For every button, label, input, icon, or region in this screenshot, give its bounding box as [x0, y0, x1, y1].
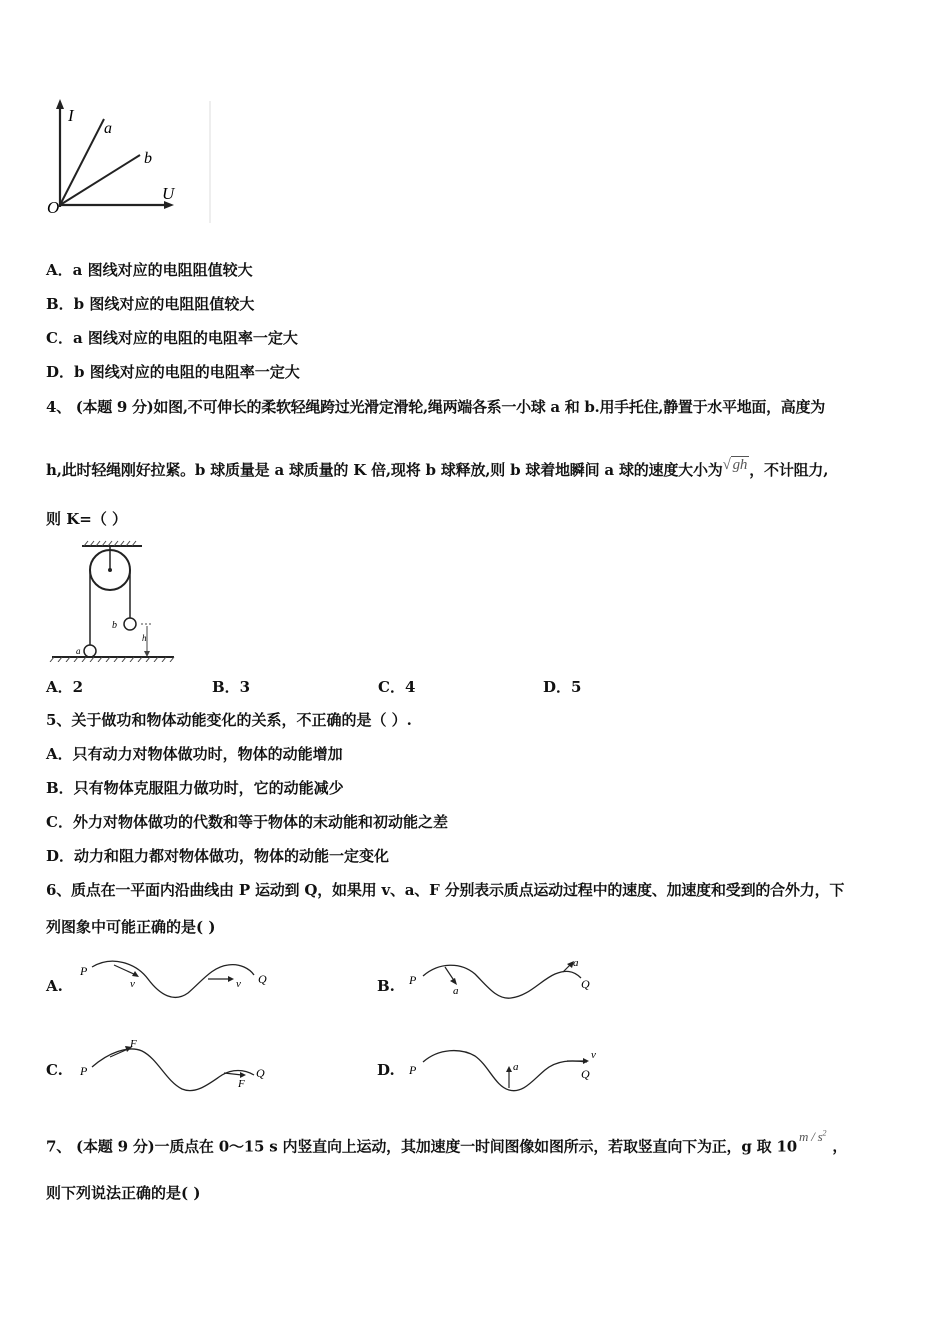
q4-sqrt-expr: gh — [732, 457, 748, 473]
point-p-a: P — [80, 964, 88, 978]
q6-label-b: B. — [377, 977, 395, 995]
q3-option-d: D．b 图线对应的电阻的电阻率一定大 — [46, 363, 300, 381]
point-q-b: Q — [581, 977, 590, 991]
height-label: h — [142, 633, 147, 643]
ball-b — [124, 618, 136, 630]
line-b-label: b — [144, 150, 152, 167]
a-label-b1: a — [453, 985, 459, 997]
origin-label: O — [47, 198, 60, 217]
v-label-a1: v — [130, 978, 135, 990]
v-label-a2: v — [236, 978, 241, 990]
q6-figure-b — [405, 952, 605, 1007]
q6-stem-line1: 6、质点在一平面内沿曲线由 P 运动到 Q，如果用 v、a、F 分别表示质点运动过程中的速度、加速度和受到的合外力，下 — [46, 881, 845, 899]
q5-option-d: D．动力和阻力都对物体做功，物体的动能一定变化 — [46, 847, 390, 865]
q5-option-a: A．只有动力对物体做功时，物体的动能增加 — [46, 745, 343, 763]
q5-option-b: B．只有物体克服阻力做功时，它的动能减少 — [46, 779, 344, 797]
i-axis-label: I — [68, 106, 74, 125]
curve-c — [92, 1049, 254, 1091]
a-label-d: a — [513, 1061, 519, 1073]
curve-d — [423, 1051, 587, 1091]
point-p-b: P — [409, 973, 417, 987]
q6-figure-c — [78, 1035, 278, 1097]
velocity-arrowhead-a2 — [228, 976, 234, 982]
q4-option-b: B．3 — [212, 678, 251, 696]
q6-label-a: A. — [46, 977, 63, 995]
pulley-figure — [48, 540, 178, 662]
q4-option-d: D．5 — [543, 678, 582, 696]
q4-stem-line2-text: h,此时轻绳刚好拉紧。b 球质量是 a 球质量的 K 倍,现将 b 球释放,则 b 球着地瞬间 a 球的速度大小为 — [46, 461, 723, 479]
ball-a-label: a — [76, 646, 81, 656]
q4-sqrt-gh: √ gh — [722, 457, 748, 473]
accel-arrowhead-d — [506, 1066, 512, 1072]
q6-figure-d — [405, 1040, 605, 1098]
q6-label-d: D. — [377, 1061, 395, 1079]
v-label-d: v — [591, 1049, 596, 1061]
q6-figure-a — [78, 955, 278, 1007]
point-p-d: P — [409, 1063, 417, 1077]
iu-graph-figure — [40, 95, 220, 225]
q6-stem-line2: 列图象中可能正确的是( ) — [46, 918, 216, 936]
q7-unit-text: m / s — [798, 1129, 823, 1145]
f-label-c2: F — [238, 1078, 245, 1090]
a-label-b2: a — [573, 957, 579, 969]
point-p-c: P — [80, 1064, 88, 1078]
point-q-d: Q — [581, 1067, 590, 1081]
q4-stem-line1: 4、 (本题 9 分)如图,不可伸长的柔软轻绳跨过光滑定滑轮,绳两端各系一小球 a 和 b.用手托住,静置于水平地面，高度为 — [46, 398, 825, 416]
q4-stem-line3: 则 K=（ ） — [46, 510, 128, 528]
force-arrow-c2 — [224, 1073, 242, 1075]
q3-option-b: B．b 图线对应的电阻阻值较大 — [46, 295, 255, 313]
q4-stem-line2 — [46, 457, 829, 481]
i-axis-arrow — [56, 99, 64, 109]
q7-unit-exp: 2 — [822, 1129, 827, 1138]
q4-option-a: A．2 — [46, 678, 84, 696]
q4-stem-line2-post: ，不计阻力, — [749, 461, 829, 479]
q6-label-c: C. — [46, 1061, 63, 1079]
f-label-c1: F — [130, 1038, 137, 1050]
q7-unit — [799, 1129, 826, 1144]
velocity-arrowhead-d — [583, 1058, 589, 1064]
q7-stem-line1 — [46, 1129, 848, 1157]
q7-stem-line1-text: 7、 (本题 9 分)一质点在 0～15 s 内竖直向上运动，其加速度一时间图像如图所示，若取竖直向下为正，g 取 10 — [46, 1137, 797, 1156]
point-q-c: Q — [256, 1066, 265, 1080]
pulley-axle — [108, 568, 112, 572]
q4-option-c: C．4 — [378, 678, 416, 696]
accel-arrowhead-b1 — [450, 978, 457, 985]
ball-a — [84, 645, 96, 657]
point-q-a: Q — [258, 972, 267, 986]
line-a-label: a — [104, 120, 112, 137]
q7-stem-line1-post: ， — [832, 1137, 848, 1156]
q5-stem: 5、关于做功和物体动能变化的关系，不正确的是（ ）. — [46, 711, 412, 729]
q5-option-c: C．外力对物体做功的代数和等于物体的末动能和初动能之差 — [46, 813, 448, 831]
q3-option-a: A．a 图线对应的电阻阻值较大 — [46, 261, 253, 279]
q7-stem-line2: 则下列说法正确的是( ) — [46, 1184, 201, 1202]
u-axis-label: U — [162, 184, 175, 203]
ball-b-label: b — [112, 620, 117, 631]
q3-option-c: C．a 图线对应的电阻的电阻率一定大 — [46, 329, 298, 347]
